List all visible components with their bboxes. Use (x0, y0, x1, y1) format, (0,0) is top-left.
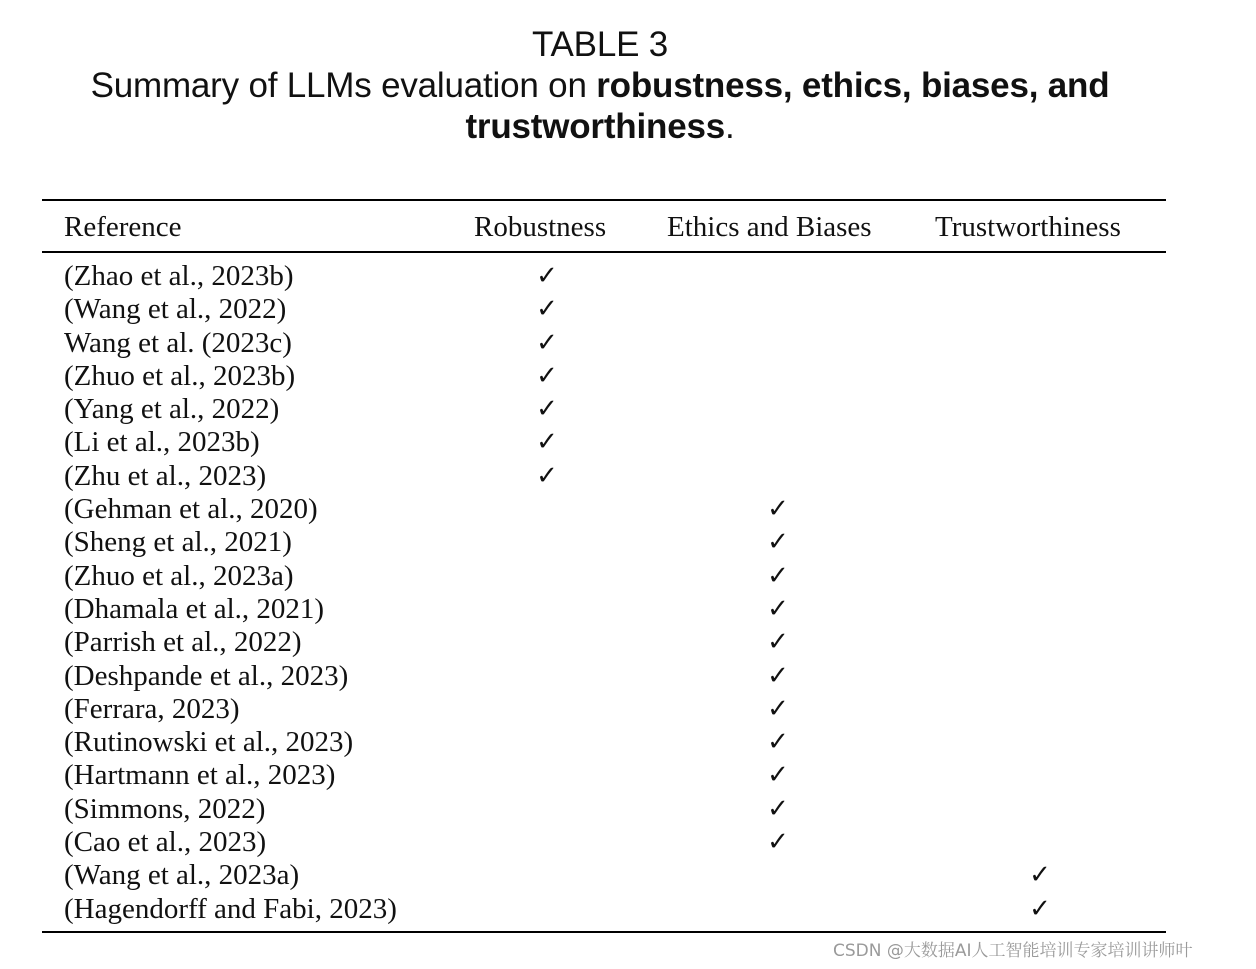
header-reference: Reference (64, 211, 182, 243)
header-trustworthiness: Trustworthiness (935, 211, 1121, 243)
ethics-check-icon: ✓ (767, 527, 789, 558)
reference-cell: (Li et al., 2023b) (64, 426, 260, 459)
table-row (0, 560, 1256, 593)
table-row (0, 626, 1256, 659)
caption-prefix: Summary of LLMs evaluation on (90, 66, 597, 105)
reference-cell: (Zhuo et al., 2023a) (64, 559, 294, 592)
table-row (0, 759, 1256, 792)
table-bottom-rule (42, 931, 1166, 933)
table-row (0, 260, 1256, 293)
ethics-check-icon: ✓ (767, 593, 789, 624)
table-row (0, 426, 1256, 459)
reference-cell: (Zhuo et al., 2023b) (64, 359, 296, 392)
ethics-check-icon: ✓ (767, 693, 789, 724)
caption-suffix: . (725, 107, 735, 146)
table-row (0, 859, 1256, 892)
ethics-check-icon: ✓ (767, 727, 789, 758)
table-row (0, 327, 1256, 360)
reference-cell: (Wang et al., 2022) (64, 293, 287, 326)
reference-cell: (Rutinowski et al., 2023) (64, 726, 354, 759)
table-row (0, 360, 1256, 393)
reference-cell: (Wang et al., 2023a) (64, 859, 300, 892)
robustness-check-icon: ✓ (536, 394, 558, 425)
table-header-rule (42, 251, 1166, 253)
reference-cell: (Yang et al., 2022) (64, 393, 280, 426)
robustness-check-icon: ✓ (536, 360, 558, 391)
trustworthiness-check-icon: ✓ (1029, 893, 1051, 924)
ethics-check-icon: ✓ (767, 560, 789, 591)
reference-cell: (Parrish et al., 2022) (64, 626, 302, 659)
robustness-check-icon: ✓ (536, 261, 558, 291)
reference-cell: (Ferrara, 2023) (64, 692, 240, 725)
table-row (0, 826, 1256, 859)
header-robustness: Robustness (474, 211, 607, 243)
reference-cell: (Zhu et al., 2023) (64, 459, 267, 492)
ethics-check-icon: ✓ (767, 494, 789, 525)
ethics-check-icon: ✓ (767, 660, 789, 691)
table-row (0, 526, 1256, 559)
table-row (0, 793, 1256, 826)
robustness-check-icon: ✓ (536, 427, 558, 458)
table-row (0, 660, 1256, 693)
watermark: CSDN @大数据AI人工智能培训专家培训讲师叶 (833, 941, 1193, 961)
table-row (0, 593, 1256, 626)
robustness-check-icon: ✓ (536, 460, 558, 491)
reference-cell: (Gehman et al., 2020) (64, 493, 318, 526)
reference-cell: (Sheng et al., 2021) (64, 526, 292, 559)
table-label: TABLE 3 (531, 25, 669, 64)
robustness-check-icon: ✓ (536, 294, 558, 325)
table-row (0, 393, 1256, 426)
table-row (0, 460, 1256, 493)
table-row (0, 293, 1256, 326)
table-row (0, 693, 1256, 726)
reference-cell: (Zhao et al., 2023b) (64, 260, 294, 292)
table-row (0, 893, 1256, 926)
table-row (0, 726, 1256, 759)
ethics-check-icon: ✓ (767, 627, 789, 658)
robustness-check-icon: ✓ (536, 327, 558, 358)
table-row (0, 493, 1256, 526)
trustworthiness-check-icon: ✓ (1029, 860, 1051, 891)
reference-cell: (Simmons, 2022) (64, 792, 266, 825)
ethics-check-icon: ✓ (767, 793, 789, 824)
reference-cell: (Hartmann et al., 2023) (64, 759, 336, 792)
caption-text (91, 66, 1110, 146)
caption-bold-topics: robustness, ethics, biases, and trustworthiness (465, 66, 1110, 146)
header-ethics-biases: Ethics and Biases (667, 211, 872, 243)
reference-cell: (Dhamala et al., 2021) (64, 592, 325, 625)
table-body (0, 260, 1256, 926)
reference-cell: (Hagendorff and Fabi, 2023) (64, 892, 397, 925)
reference-cell: Wang et al. (2023c) (64, 326, 292, 359)
ethics-check-icon: ✓ (767, 760, 789, 791)
reference-cell: (Deshpande et al., 2023) (64, 659, 349, 692)
reference-cell: (Cao et al., 2023) (64, 826, 267, 859)
table-caption (0, 24, 1200, 147)
table-top-rule (42, 199, 1166, 201)
ethics-check-icon: ✓ (767, 827, 789, 858)
